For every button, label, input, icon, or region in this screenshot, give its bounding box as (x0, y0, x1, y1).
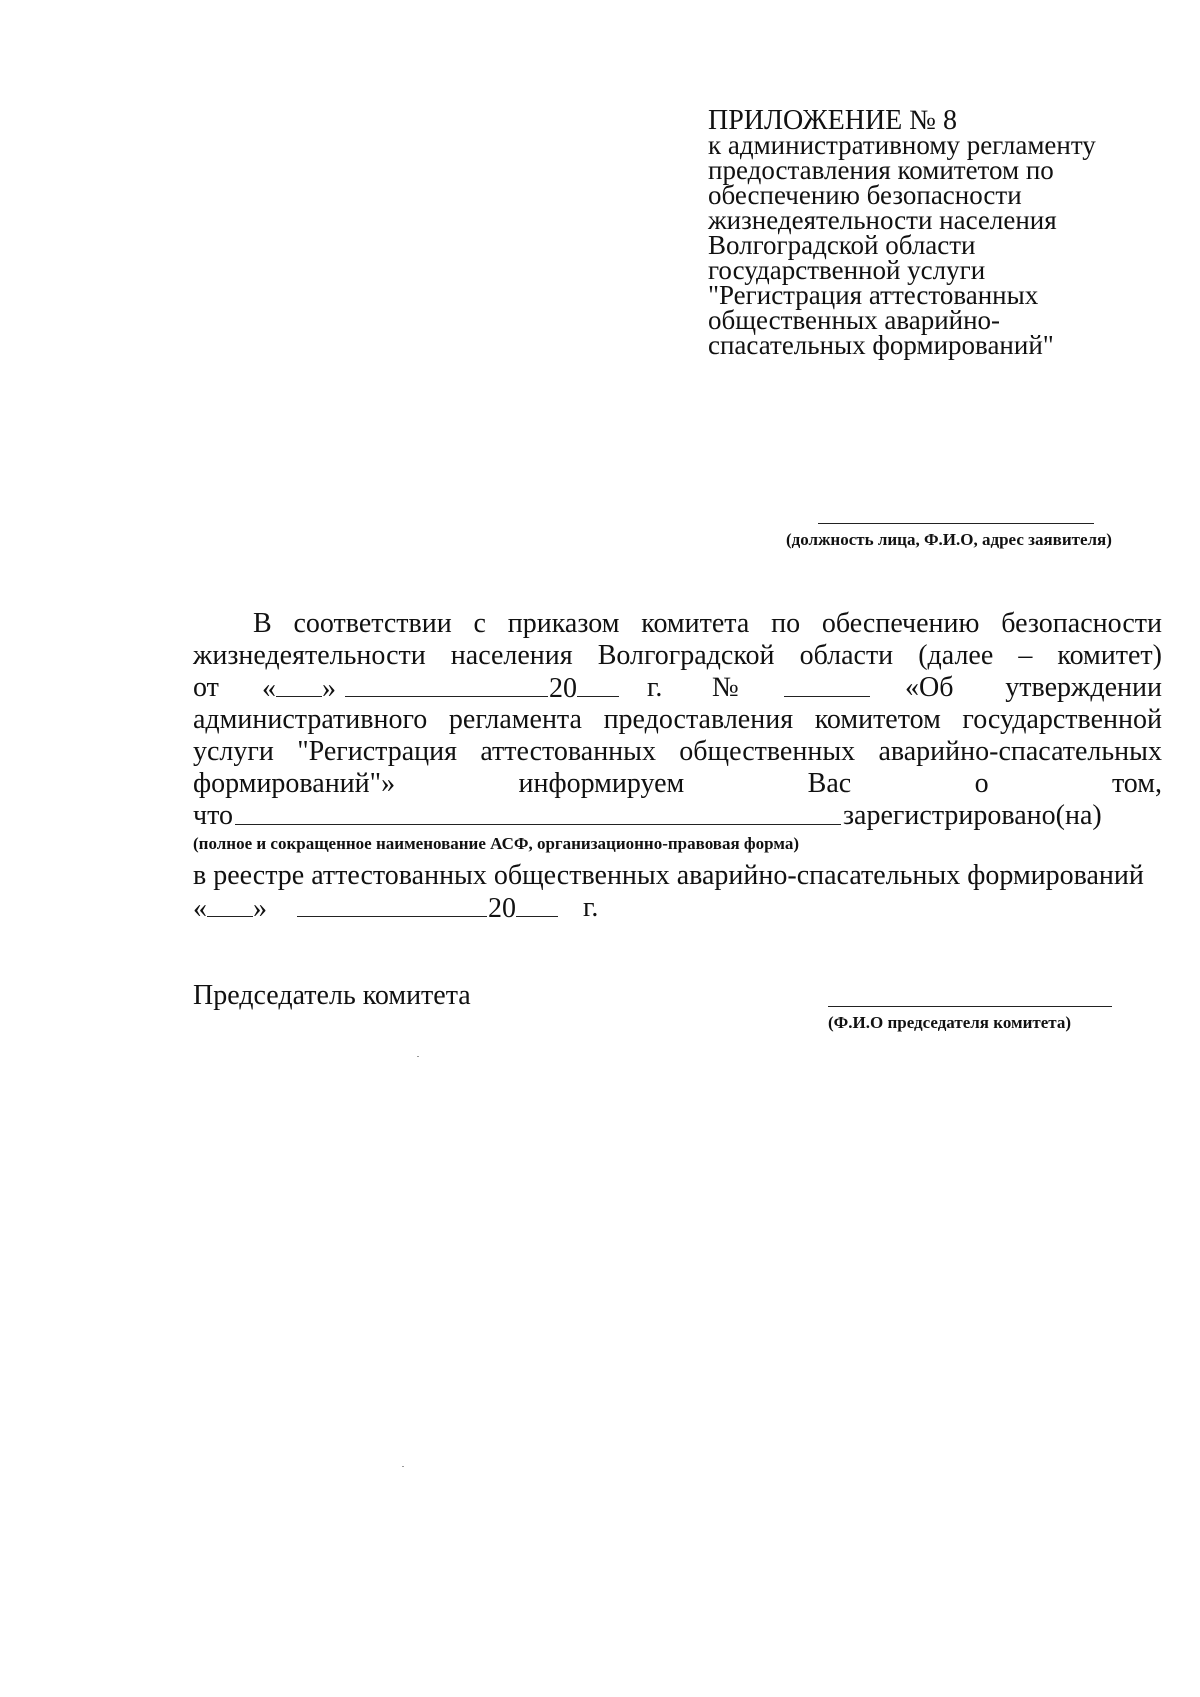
appendix-line: предоставления комитетом по (708, 155, 1054, 185)
appendix-line: жизнедеятельности населения (708, 205, 1057, 235)
word: "Регистрация (297, 736, 457, 767)
word: государственной (962, 704, 1162, 735)
registration-year-blank[interactable] (516, 892, 558, 917)
word: аттестованных (480, 736, 656, 767)
month-blank[interactable] (345, 672, 548, 697)
word: (далее (918, 640, 994, 671)
registration-year-prefix: 20 (488, 892, 558, 925)
appendix-line: спасательных формирований" (708, 330, 1054, 360)
appendix-title: ПРИЛОЖЕНИЕ № 8 (708, 105, 957, 136)
word: «Об (905, 672, 954, 703)
organization-name-blank[interactable] (235, 800, 841, 825)
word: обеспечению (821, 608, 980, 639)
word: по (771, 608, 801, 639)
appendix-header (708, 105, 1148, 360)
registered-word: зарегистрировано(на) (843, 800, 1102, 831)
appendix-line: к административному регламенту (708, 130, 1096, 160)
year-prefix: 20 (549, 672, 619, 705)
body-line-5 (193, 736, 1162, 768)
word: населения (450, 640, 573, 671)
from-word: от (193, 672, 219, 703)
chair-label: Председатель комитета (193, 980, 471, 1011)
body-line-4 (193, 704, 1162, 736)
order-number-blank[interactable] (784, 672, 870, 697)
scan-speck (402, 1466, 404, 1467)
body-line-7 (193, 800, 1162, 832)
appendix-line: Волгоградской области (708, 230, 976, 260)
word: услуги (193, 736, 274, 767)
word: жизнедеятельности (193, 640, 426, 671)
chair-signature-line[interactable] (828, 1006, 1112, 1007)
word: формирований"» (193, 768, 396, 799)
word: безопасности (1001, 608, 1162, 639)
body-line-8 (193, 860, 1162, 892)
appendix-line: государственной услуги (708, 255, 986, 285)
word: административного (193, 704, 428, 735)
applicant-caption: (должность лица, Ф.И.О, адрес заявителя) (786, 530, 1112, 549)
appendix-line: "Регистрация аттестованных (708, 280, 1039, 310)
organization-caption: (полное и сокращенное наименование АСФ, организационно-правовая форма) (193, 834, 799, 853)
day-blank[interactable] (276, 672, 322, 697)
that-word: что (193, 800, 233, 831)
word: комитетом (814, 704, 941, 735)
date-day-field[interactable]: « » (262, 673, 336, 704)
registration-day-field[interactable]: « » (193, 893, 267, 924)
word: области (799, 640, 894, 671)
number-sign: № (712, 672, 739, 703)
registration-year-suffix: г. (583, 892, 599, 923)
word: – (1018, 640, 1033, 671)
registration-month-blank[interactable] (297, 892, 487, 917)
body-line-2 (193, 640, 1162, 672)
word: Волгоградской (597, 640, 775, 671)
appendix-line: обеспечению безопасности (708, 180, 1022, 210)
word: регламента (448, 704, 582, 735)
applicant-blank-line[interactable] (818, 523, 1094, 524)
word: комитет) (1057, 640, 1162, 671)
registry-text: в реестре аттестованных общественных аварийно-спасательных формирований (193, 860, 1144, 891)
chair-caption: (Ф.И.О председателя комитета) (828, 1013, 1071, 1032)
word: аварийно-спасательных (878, 736, 1162, 767)
year-blank[interactable] (577, 672, 619, 697)
word: предоставления (603, 704, 794, 735)
word: комитета (641, 608, 750, 639)
appendix-line: общественных аварийно- (708, 305, 1001, 335)
word: утверждении (1005, 672, 1162, 703)
word: о (974, 768, 989, 799)
body-line-3 (193, 672, 1162, 704)
body-line-1 (193, 608, 1162, 640)
word: приказом (507, 608, 620, 639)
word: соответствии (293, 608, 452, 639)
word: В (253, 608, 272, 639)
word: общественных (679, 736, 856, 767)
body-line-6 (193, 768, 1162, 800)
registration-day-blank[interactable] (207, 892, 253, 917)
word: Вас (807, 768, 852, 799)
year-suffix: г. (647, 672, 663, 703)
body-line-9 (193, 892, 1162, 924)
word: информируем (518, 768, 685, 799)
scan-speck (417, 1056, 419, 1057)
word: том, (1111, 768, 1162, 799)
word: с (473, 608, 486, 639)
